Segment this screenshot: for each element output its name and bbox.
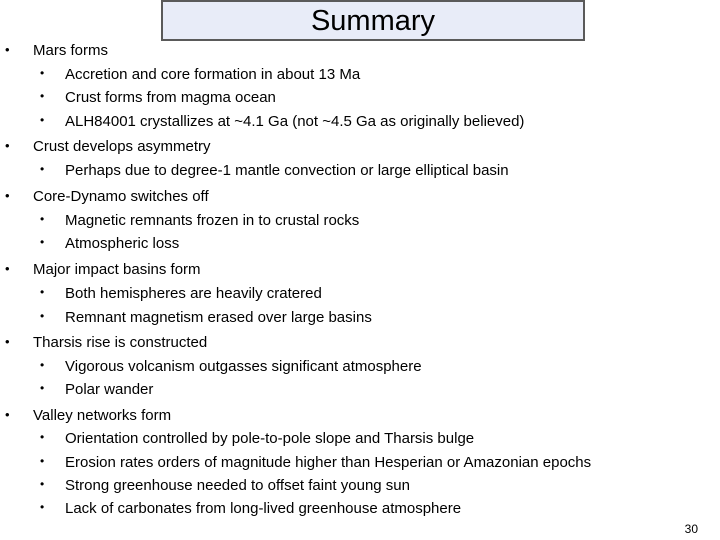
bullet-icon: • bbox=[40, 477, 45, 491]
topic-label: Major impact basins form bbox=[33, 261, 201, 278]
slide-title: Summary bbox=[310, 5, 436, 37]
list-item-label: Magnetic remnants frozen in to crustal rocks bbox=[65, 212, 360, 229]
page-number: 30 bbox=[684, 522, 698, 536]
bullet-icon: • bbox=[5, 138, 10, 153]
topic-label: Tharsis rise is constructed bbox=[33, 334, 208, 351]
bullet-icon: • bbox=[5, 407, 10, 422]
bullet-icon: • bbox=[40, 500, 45, 514]
list-item-label: Remnant magnetism erased over large basins bbox=[65, 309, 372, 326]
list-item-label: Strong greenhouse needed to offset faint young sun bbox=[65, 477, 410, 494]
topic-label: Core-Dynamo switches off bbox=[33, 188, 209, 205]
bullet-icon: • bbox=[40, 162, 45, 176]
bullet-icon: • bbox=[40, 212, 45, 226]
bullet-icon: • bbox=[40, 235, 45, 249]
topic-label: Crust develops asymmetry bbox=[33, 138, 211, 155]
bullet-icon: • bbox=[40, 381, 45, 395]
bullet-icon: • bbox=[5, 334, 10, 349]
list-item-label: Lack of carbonates from long-lived greenhouse atmosphere bbox=[65, 500, 462, 517]
bullet-icon: • bbox=[40, 358, 45, 372]
list-item-label: Erosion rates orders of magnitude higher than Hesperian or Amazonian epochs bbox=[65, 454, 592, 471]
topic-label: Valley networks form bbox=[33, 407, 172, 424]
bullet-icon: • bbox=[40, 309, 45, 323]
bullet-icon: • bbox=[40, 113, 45, 127]
list-item-label: Orientation controlled by pole-to-pole slope and Tharsis bulge bbox=[65, 430, 475, 447]
bullet-icon: • bbox=[5, 261, 10, 276]
topic-label: Mars forms bbox=[33, 42, 108, 59]
list-item-label: Perhaps due to degree-1 mantle convection or large elliptical basin bbox=[65, 162, 509, 179]
title-box bbox=[161, 0, 585, 41]
list-item-label: ALH84001 crystallizes at ~4.1 Ga (not ~4.5 Ga as originally believed) bbox=[65, 113, 525, 130]
list-item-label: Accretion and core formation in about 13 Ma bbox=[65, 66, 361, 83]
bullet-icon: • bbox=[5, 42, 10, 57]
bullet-icon: • bbox=[40, 285, 45, 299]
list-item-label: Polar wander bbox=[65, 381, 154, 398]
list-item-label: Both hemispheres are heavily cratered bbox=[65, 285, 322, 302]
bullet-icon: • bbox=[40, 66, 45, 80]
list-item-label: Vigorous volcanism outgasses significant atmosphere bbox=[65, 358, 422, 375]
list-item-label: Atmospheric loss bbox=[65, 235, 180, 252]
bullet-icon: • bbox=[40, 454, 45, 468]
list-item-label: Crust forms from magma ocean bbox=[65, 89, 276, 106]
bullet-icon: • bbox=[40, 430, 45, 444]
bullet-icon: • bbox=[5, 188, 10, 203]
bullet-icon: • bbox=[40, 89, 45, 103]
